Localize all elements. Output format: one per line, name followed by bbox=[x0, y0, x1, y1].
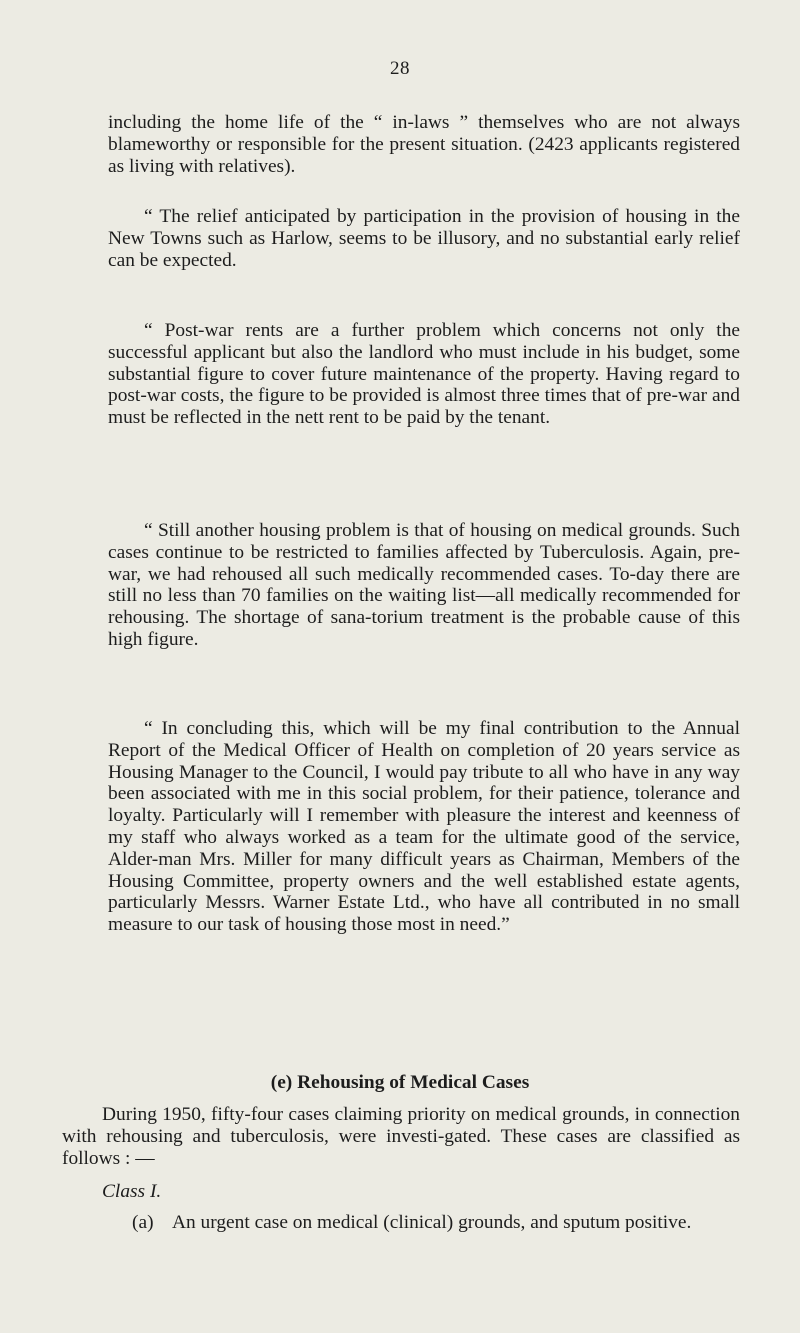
paragraph-concluding-tribute: “ In concluding this, which will be my final contribution to the Annual Report of the Medical Officer of Health on completion of 20 years service as Housing Manager to the Council, I would pay tribute to all who have in any way been associated with me in this social problem, for their patience, tolerance and loyalty. Particularly will I remember with pleasure the interest and keenness of my staff who always worked as a team for the ultimate good of the service, Alder-man Mrs. Miller for many difficult years as Chairman, Members of the Housing Committee, property owners and the well established estate agents, particularly Messrs. Warner Estate Ltd., who have all contributed in no small measure to our task of housing those most in need.” bbox=[108, 718, 740, 936]
section-intro-paragraph: During 1950, fifty-four cases claiming priority on medical grounds, in connection with rehousing and tuberculosis, were investi-gated. These cases are classified as follows : — bbox=[62, 1104, 740, 1169]
class-label: Class I. bbox=[102, 1181, 162, 1202]
list-item bbox=[132, 1212, 740, 1234]
paragraph-in-laws-continuation: including the home life of the “ in-laws ” themselves who are not always blameworthy or responsible for the present situation. (2423 applicants registered as living with relatives). bbox=[108, 112, 740, 177]
paragraph-post-war-rents: “ Post-war rents are a further problem which concerns not only the successful applicant but also the landlord who must include in his budget, some substantial figure to cover future maintenance of the property. Having regard to post-war costs, the figure to be provided is almost three times that of pre-war and must be reflected in the nett rent to be paid by the tenant. bbox=[108, 320, 740, 429]
paragraph-new-towns-relief: “ The relief anticipated by participation in the provision of housing in the New Towns such as Harlow, seems to be illusory, and no substantial early relief can be expected. bbox=[108, 206, 740, 271]
page-number: 28 bbox=[390, 58, 410, 79]
list-item-text: An urgent case on medical (clinical) grounds, and sputum positive. bbox=[172, 1212, 692, 1233]
section-heading: (e) Rehousing of Medical Cases bbox=[270, 1072, 530, 1093]
paragraph-medical-grounds: “ Still another housing problem is that of housing on medical grounds. Such cases continue to be restricted to families affected by Tuberculosis. Again, pre-war, we had rehoused all such medically recommended cases. To-day there are still no less than 70 families on the waiting list—all medically recommended for rehousing. The shortage of sana-torium treatment is the probable cause of this high figure. bbox=[108, 520, 740, 650]
list-item-marker: (a) bbox=[132, 1212, 154, 1233]
